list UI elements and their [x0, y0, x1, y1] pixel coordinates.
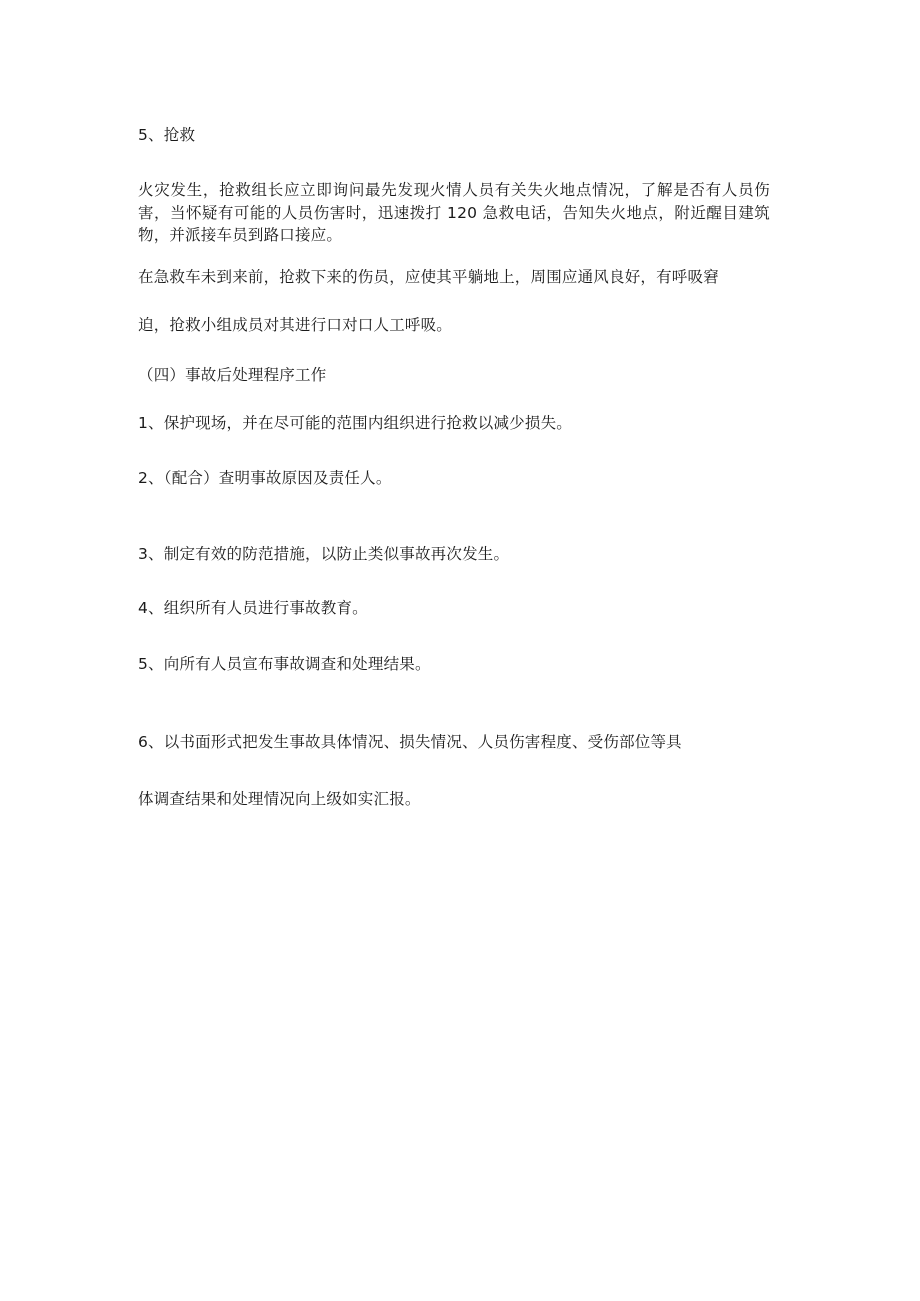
- paragraph-ambulance-line-2: 迫，抢救小组成员对其进行口对口人工呼吸。: [138, 316, 453, 334]
- list-item-6-continuation: 体调查结果和处理情况向上级如实汇报。: [138, 790, 421, 808]
- heading-rescue: 5、抢救: [138, 126, 196, 144]
- list-item-5: 5、向所有人员宣布事故调查和处理结果。: [138, 655, 431, 673]
- list-item-2: 2、（配合）查明事故原因及责任人。: [138, 469, 392, 487]
- list-item-6: 6、以书面形式把发生事故具体情况、损失情况、人员伤害程度、受伤部位等具: [138, 733, 682, 751]
- paragraph-ambulance-line-1: 在急救车未到来前，抢救下来的伤员，应使其平躺地上，周围应通风良好，有呼吸窘: [138, 268, 719, 286]
- paragraph-fire-response: 火灾发生，抢救组长应立即询问最先发现火情人员有关失火地点情况，了解是否有人员伤害，当怀疑有可能的人员伤害时，迅速拨打 120 急救电话，告知失火地点，附近醒目建筑物，并派接车员到路口接应。: [138, 181, 770, 244]
- list-item-1: 1、保护现场，并在尽可能的范围内组织进行抢救以减少损失。: [138, 414, 572, 432]
- list-item-3: 3、制定有效的防范措施，以防止类似事故再次发生。: [138, 545, 510, 563]
- section-title: （四）事故后处理程序工作: [138, 366, 327, 384]
- list-item-4: 4、组织所有人员进行事故教育。: [138, 599, 368, 617]
